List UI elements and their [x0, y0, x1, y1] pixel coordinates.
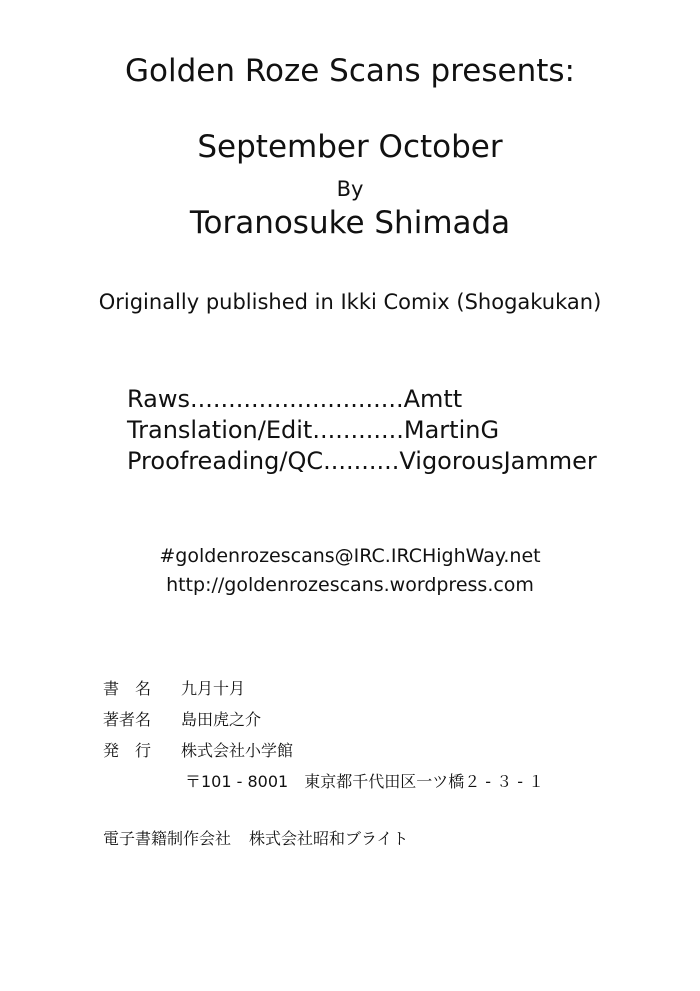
presents-heading: Golden Roze Scans presents:	[125, 53, 575, 89]
staff-credits	[127, 384, 597, 477]
colophon-author-label: 著者名	[103, 710, 152, 729]
colophon-ebook-label: 電子書籍制作会社	[103, 829, 232, 848]
colophon-ebook-value: 株式会社昭和ブライト	[249, 829, 409, 848]
colophon-address: 〒101 - 8001 東京都千代田区一ツ橋２ - ３ - １	[185, 772, 545, 791]
credit-translation: Translation/Edit............MartinG	[127, 416, 500, 444]
colophon-title-label: 書 名	[103, 679, 152, 698]
colophon-publisher-value: 株式会社小学館	[181, 741, 294, 760]
colophon-title-value: 九月十月	[181, 679, 246, 698]
colophon-ebook-row	[103, 823, 544, 854]
credit-proofreading: Proofreading/QC..........VigorousJammer	[127, 447, 597, 475]
publication-note: Originally published in Ikki Comix (Shogakukan)	[98, 290, 602, 314]
credit-raws: Raws............................Amtt	[127, 385, 463, 413]
colophon-author-row	[103, 704, 544, 735]
website-link: http://goldenrozescans.wordpress.com	[166, 574, 534, 596]
colophon-title-row	[103, 673, 544, 704]
by-label: By	[336, 177, 364, 201]
colophon	[103, 673, 544, 854]
colophon-publisher-row	[103, 735, 544, 766]
author-name: Toranosuke Shimada	[189, 205, 511, 241]
contact-links	[0, 542, 700, 600]
colophon-author-value: 島田虎之介	[181, 710, 262, 729]
colophon-publisher-label: 発 行	[103, 741, 152, 760]
book-title: September October	[197, 129, 503, 165]
irc-channel: #goldenrozescans@IRC.IRCHighWay.net	[159, 545, 541, 567]
